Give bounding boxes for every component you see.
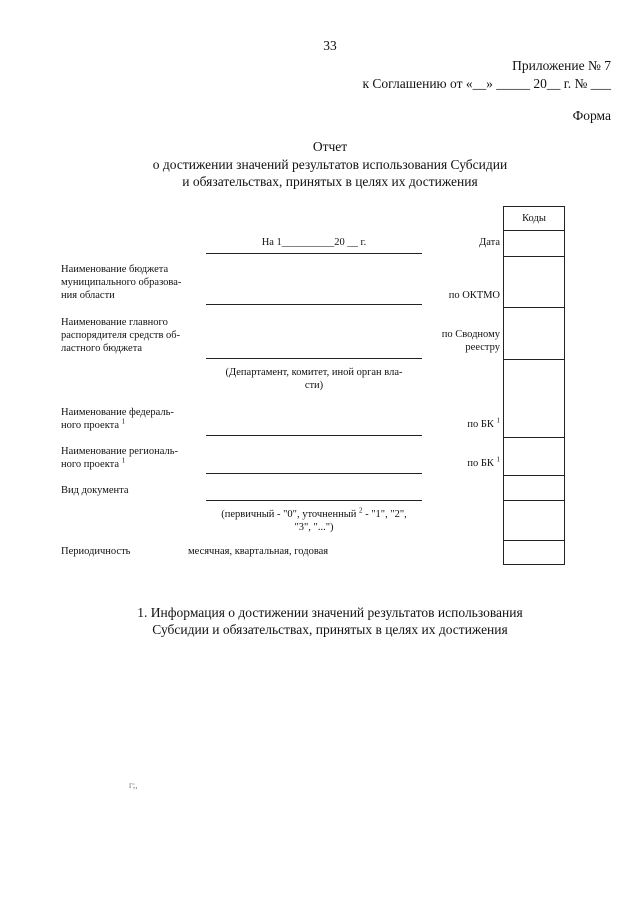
main-manager-field <box>206 358 422 359</box>
codes-row-divider <box>504 500 564 501</box>
report-subtitle-line1: о достижении значений результатов использования Субсидии <box>152 157 508 172</box>
agreement-reference: к Соглашению от «__» _____ 20__ г. № ___ <box>362 76 611 91</box>
codes-row-divider <box>504 437 564 438</box>
oktmo-code-label: по ОКТМО <box>448 290 500 301</box>
section-1-heading-line1: 1. Информация о достижении значений результатов использования <box>137 605 523 620</box>
date-underline <box>206 253 422 254</box>
date-code-label: Дата <box>479 237 500 248</box>
codes-row-divider <box>504 307 564 308</box>
budget-name-field <box>206 304 422 305</box>
main-manager-label: Наименование главного распорядителя средств об- ластного бюджета <box>61 317 181 354</box>
appendix-title: Приложение № 7 <box>512 58 611 73</box>
report-title: Отчет <box>312 139 348 154</box>
codes-header: Коды <box>522 213 546 224</box>
codes-table <box>503 206 565 565</box>
report-subtitle-line2: и обязательствах, принятых в целях их достижения <box>182 174 478 189</box>
department-hint: (Департамент, комитет, иной орган вла- сти) <box>225 367 403 391</box>
document-type-label: Вид документа <box>61 485 129 496</box>
bk-federal-code-label: по БК $^1$ <box>467 416 500 430</box>
document-type-field <box>206 500 422 501</box>
codes-row-divider <box>504 256 564 257</box>
bk-regional-code-label: по БК $^1$ <box>467 455 500 469</box>
regional-project-field <box>206 473 422 474</box>
section-1-heading-line2: Субсидии и обязательствах, принятых в целях их достижения <box>152 622 508 637</box>
periodicity-label: Периодичность <box>61 546 131 557</box>
federal-project-label: Наименование федераль- ного проекта $^1$ <box>61 407 174 431</box>
codes-row-divider <box>504 540 564 541</box>
report-date-line: На 1__________20 __ г. <box>261 237 367 248</box>
federal-project-field <box>206 435 422 436</box>
codes-row-divider <box>504 230 564 231</box>
codes-row-divider <box>504 475 564 476</box>
form-label: Форма <box>572 108 611 123</box>
periodicity-value: месячная, квартальная, годовая <box>188 546 329 557</box>
page-number: 33 <box>323 38 337 53</box>
document-type-hint: (первичный - "0", уточненный $^2$ - "1", "2", "3", "...") <box>221 506 407 533</box>
registry-code-label: по Сводному реестру <box>441 329 500 353</box>
budget-name-label: Наименование бюджета муниципального образова- ния области <box>61 264 182 301</box>
regional-project-label: Наименование региональ- ного проекта $^1$ <box>61 446 179 470</box>
codes-row-divider <box>504 359 564 360</box>
scan-speck: г;, <box>129 780 138 790</box>
